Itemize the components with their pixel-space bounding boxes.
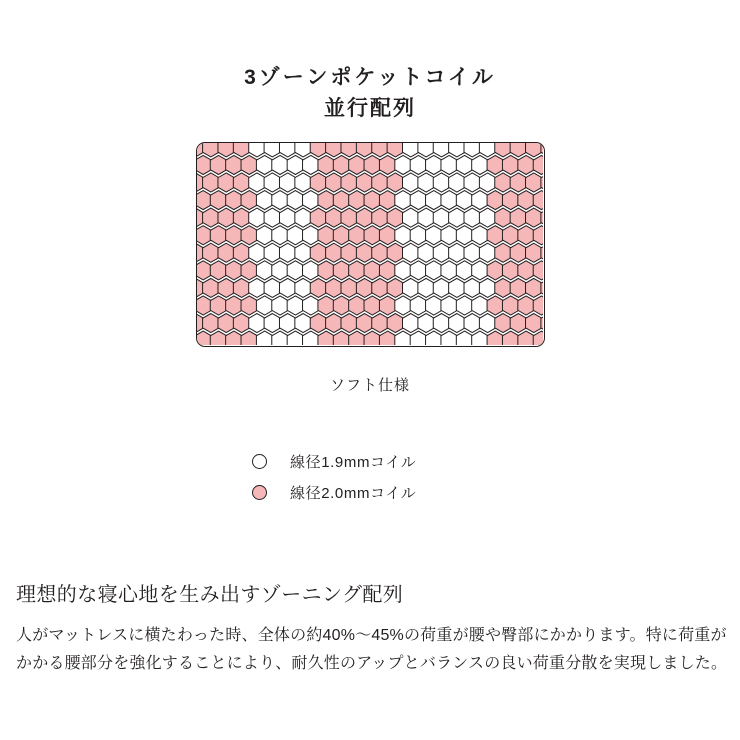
coil-cell — [233, 314, 250, 333]
coil-cell — [418, 173, 435, 192]
coil-cell — [387, 314, 404, 333]
circle-outline-icon — [252, 454, 267, 469]
coil-cell — [318, 226, 335, 245]
coil-cell — [310, 314, 327, 333]
coil-cell — [287, 296, 304, 315]
coil-cell — [410, 191, 427, 210]
coil-cell — [495, 278, 512, 297]
coil-cell — [218, 278, 235, 297]
coil-cell — [518, 155, 535, 174]
coil-cell — [533, 191, 543, 210]
coil-cell — [197, 296, 211, 315]
coil-cell — [487, 226, 504, 245]
coil-cell — [372, 314, 389, 333]
legend — [252, 446, 552, 508]
coil-cell — [349, 191, 366, 210]
coil-cell — [210, 155, 227, 174]
coil-cell — [533, 331, 543, 345]
coil-cell — [210, 296, 227, 315]
coil-cell — [402, 243, 419, 262]
coil-cell — [295, 314, 312, 333]
coil-cell — [410, 261, 427, 280]
coil-cell — [495, 314, 512, 333]
coil-cell — [256, 261, 273, 280]
coil-cell — [379, 191, 396, 210]
coil-cell — [233, 278, 250, 297]
coil-cell — [256, 191, 273, 210]
coil-cell — [387, 243, 404, 262]
coil-cell — [487, 296, 504, 315]
coil-cell — [233, 143, 250, 157]
coil-cell — [518, 226, 535, 245]
coil-cell — [449, 143, 466, 157]
coil-cell — [233, 173, 250, 192]
coil-cell — [441, 226, 458, 245]
coil-cell — [272, 331, 289, 345]
coil-cell — [356, 278, 373, 297]
coil-cell — [433, 314, 450, 333]
coil-cell — [295, 173, 312, 192]
coil-cell — [372, 278, 389, 297]
coil-cell — [197, 191, 211, 210]
coil-cell — [295, 278, 312, 297]
coil-cell — [233, 208, 250, 227]
coil-cell — [210, 331, 227, 345]
coil-cell — [349, 226, 366, 245]
coil-cell — [402, 278, 419, 297]
coil-cell — [341, 278, 358, 297]
coil-cell — [364, 226, 381, 245]
coil-cell — [472, 155, 489, 174]
coil-cell — [449, 208, 466, 227]
coil-cell — [364, 331, 381, 345]
coil-cell — [349, 155, 366, 174]
coil-cell — [456, 261, 473, 280]
coil-cell — [279, 314, 296, 333]
coil-cell — [372, 173, 389, 192]
coil-cell — [456, 226, 473, 245]
coil-cell — [295, 208, 312, 227]
coil-cell — [395, 191, 412, 210]
coil-cell — [303, 155, 320, 174]
coil-cell — [526, 173, 543, 192]
coil-cell — [241, 226, 258, 245]
legend-label-2: 線径2.0mmコイル — [290, 485, 417, 502]
coil-cell — [364, 191, 381, 210]
coil-cell — [295, 143, 312, 157]
coil-cell — [303, 296, 320, 315]
coil-cell — [356, 243, 373, 262]
coil-cell — [326, 243, 343, 262]
coil-cell — [303, 331, 320, 345]
coil-cell — [379, 226, 396, 245]
coil-layout-diagram — [196, 142, 545, 347]
coil-cell — [356, 314, 373, 333]
coil-cell — [449, 314, 466, 333]
coil-cell — [318, 331, 335, 345]
coil-cell — [410, 226, 427, 245]
coil-cell — [364, 296, 381, 315]
coil-cell — [510, 173, 527, 192]
coil-cell — [287, 191, 304, 210]
coil-cell — [326, 208, 343, 227]
coil-cell — [464, 143, 481, 157]
coil-cell — [518, 296, 535, 315]
coil-cell — [541, 208, 543, 227]
coil-cell — [395, 331, 412, 345]
coil-cell — [287, 331, 304, 345]
coil-cell — [249, 314, 266, 333]
coil-cell — [495, 208, 512, 227]
diagram-caption: ソフト仕様 — [329, 377, 410, 394]
coil-cell — [356, 208, 373, 227]
coil-cell — [387, 278, 404, 297]
coil-cell — [395, 261, 412, 280]
coil-cell — [379, 296, 396, 315]
coil-cell — [526, 143, 543, 157]
coil-cell — [426, 296, 443, 315]
coil-cell — [418, 278, 435, 297]
coil-cell — [441, 331, 458, 345]
coil-cell — [287, 155, 304, 174]
coil-cell — [518, 191, 535, 210]
coil-cell — [487, 191, 504, 210]
coil-cell — [241, 191, 258, 210]
diagram-title — [0, 62, 740, 124]
coil-cell — [349, 296, 366, 315]
coil-cell — [449, 243, 466, 262]
coil-cell — [502, 155, 519, 174]
coil-cell — [333, 296, 350, 315]
coil-cell — [326, 314, 343, 333]
coil-cell — [203, 173, 220, 192]
coil-cell — [387, 173, 404, 192]
coil-cell — [533, 296, 543, 315]
coil-cell — [449, 278, 466, 297]
coil-cell — [433, 173, 450, 192]
coil-cell — [441, 191, 458, 210]
coil-cell — [197, 261, 211, 280]
coil-cell — [402, 208, 419, 227]
coil-cell — [272, 191, 289, 210]
coil-cell — [249, 173, 266, 192]
coil-cell — [541, 314, 543, 333]
coil-cell — [341, 173, 358, 192]
coil-cell — [226, 296, 243, 315]
section-heading: 理想的な寝心地を生み出すゾーニング配列 — [16, 584, 404, 606]
coil-cell — [333, 155, 350, 174]
coil-cell — [372, 208, 389, 227]
coil-cell — [510, 278, 527, 297]
coil-cell — [226, 331, 243, 345]
coil-grid — [197, 143, 543, 345]
coil-cell — [210, 226, 227, 245]
coil-cell — [218, 173, 235, 192]
coil-cell — [364, 155, 381, 174]
coil-cell — [456, 296, 473, 315]
coil-cell — [264, 143, 281, 157]
coil-cell — [264, 208, 281, 227]
coil-cell — [203, 208, 220, 227]
coil-cell — [241, 155, 258, 174]
coil-cell — [518, 331, 535, 345]
coil-cell — [203, 143, 220, 157]
coil-cell — [502, 226, 519, 245]
coil-cell — [395, 155, 412, 174]
coil-cell — [464, 314, 481, 333]
coil-cell — [418, 208, 435, 227]
coil-cell — [387, 208, 404, 227]
coil-cell — [479, 173, 496, 192]
coil-cell — [518, 261, 535, 280]
coil-cell — [310, 208, 327, 227]
coil-cell — [464, 208, 481, 227]
coil-cell — [541, 278, 543, 297]
coil-cell — [318, 191, 335, 210]
coil-cell — [333, 226, 350, 245]
coil-cell — [479, 208, 496, 227]
coil-cell — [249, 143, 266, 157]
legend-item-1 — [252, 446, 552, 477]
coil-cell — [456, 155, 473, 174]
coil-cell — [326, 143, 343, 157]
coil-cell — [272, 155, 289, 174]
coil-cell — [303, 226, 320, 245]
coil-cell — [526, 243, 543, 262]
coil-cell — [356, 173, 373, 192]
coil-cell — [379, 155, 396, 174]
circle-filled-pink-icon — [252, 485, 267, 500]
coil-cell — [533, 226, 543, 245]
coil-cell — [310, 243, 327, 262]
coil-cell — [441, 155, 458, 174]
coil-cell — [256, 226, 273, 245]
coil-cell — [449, 173, 466, 192]
coil-cell — [541, 173, 543, 192]
coil-cell — [502, 296, 519, 315]
coil-cell — [487, 155, 504, 174]
coil-cell — [441, 261, 458, 280]
coil-cell — [226, 226, 243, 245]
coil-cell — [264, 314, 281, 333]
coil-cell — [402, 143, 419, 157]
coil-cell — [433, 143, 450, 157]
legend-label-1: 線径1.9mmコイル — [290, 454, 417, 471]
coil-cell — [456, 331, 473, 345]
coil-cell — [410, 296, 427, 315]
coil-cell — [241, 331, 258, 345]
coil-cell — [203, 243, 220, 262]
coil-cell — [456, 191, 473, 210]
coil-cell — [472, 331, 489, 345]
coil-cell — [526, 208, 543, 227]
coil-cell — [464, 278, 481, 297]
coil-cell — [249, 243, 266, 262]
coil-cell — [541, 143, 543, 157]
coil-cell — [333, 331, 350, 345]
coil-cell — [479, 314, 496, 333]
legend-item-2 — [252, 477, 552, 508]
coil-cell — [256, 331, 273, 345]
coil-cell — [226, 191, 243, 210]
coil-cell — [426, 331, 443, 345]
coil-cell — [418, 243, 435, 262]
coil-cell — [326, 278, 343, 297]
coil-cell — [333, 261, 350, 280]
coil-cell — [418, 143, 435, 157]
coil-cell — [333, 191, 350, 210]
coil-cell — [249, 278, 266, 297]
coil-cell — [479, 143, 496, 157]
coil-cell — [310, 143, 327, 157]
coil-cell — [310, 278, 327, 297]
coil-cell — [426, 155, 443, 174]
coil-cell — [426, 261, 443, 280]
coil-cell — [495, 143, 512, 157]
title-line-2: 並行配列 — [324, 97, 416, 120]
coil-cell — [279, 278, 296, 297]
coil-cell — [272, 261, 289, 280]
coil-cell — [395, 296, 412, 315]
coil-cell — [426, 191, 443, 210]
coil-cell — [426, 226, 443, 245]
coil-cell — [372, 143, 389, 157]
coil-cell — [279, 208, 296, 227]
coil-cell — [279, 173, 296, 192]
coil-cell — [502, 261, 519, 280]
coil-cell — [295, 243, 312, 262]
coil-cell — [479, 243, 496, 262]
coil-cell — [472, 191, 489, 210]
coil-cell — [464, 173, 481, 192]
coil-cell — [472, 261, 489, 280]
coil-cell — [472, 296, 489, 315]
coil-cell — [495, 173, 512, 192]
coil-cell — [402, 173, 419, 192]
coil-cell — [341, 243, 358, 262]
coil-cell — [379, 331, 396, 345]
coil-cell — [541, 243, 543, 262]
coil-cell — [256, 155, 273, 174]
coil-cell — [510, 243, 527, 262]
coil-cell — [502, 191, 519, 210]
coil-cell — [533, 155, 543, 174]
coil-cell — [197, 226, 211, 245]
coil-cell — [279, 243, 296, 262]
coil-cell — [264, 278, 281, 297]
coil-cell — [210, 191, 227, 210]
coil-cell — [341, 143, 358, 157]
coil-cell — [226, 261, 243, 280]
coil-cell — [387, 143, 404, 157]
coil-cell — [272, 296, 289, 315]
coil-cell — [287, 226, 304, 245]
coil-cell — [364, 261, 381, 280]
coil-cell — [510, 208, 527, 227]
coil-cell — [410, 331, 427, 345]
coil-cell — [402, 314, 419, 333]
coil-cell — [502, 331, 519, 345]
coil-cell — [441, 296, 458, 315]
coil-cell — [203, 314, 220, 333]
coil-cell — [264, 173, 281, 192]
coil-cell — [418, 314, 435, 333]
coil-cell — [318, 296, 335, 315]
coil-cell — [356, 143, 373, 157]
coil-cell — [256, 296, 273, 315]
coil-cell — [395, 226, 412, 245]
coil-cell — [218, 243, 235, 262]
coil-cell — [264, 243, 281, 262]
coil-cell — [303, 261, 320, 280]
coil-cell — [272, 226, 289, 245]
coil-cell — [341, 314, 358, 333]
coil-cell — [472, 226, 489, 245]
mattress-outline — [196, 142, 545, 347]
coil-cell — [433, 208, 450, 227]
coil-cell — [372, 243, 389, 262]
coil-cell — [218, 143, 235, 157]
coil-cell — [349, 261, 366, 280]
coil-cell — [326, 173, 343, 192]
coil-cell — [410, 155, 427, 174]
coil-cell — [487, 331, 504, 345]
coil-cell — [310, 173, 327, 192]
coil-cell — [197, 155, 211, 174]
coil-cell — [249, 208, 266, 227]
coil-cell — [197, 331, 211, 345]
coil-cell — [341, 208, 358, 227]
coil-cell — [479, 278, 496, 297]
coil-cell — [533, 261, 543, 280]
coil-cell — [318, 261, 335, 280]
coil-cell — [526, 278, 543, 297]
coil-cell — [210, 261, 227, 280]
coil-cell — [218, 314, 235, 333]
coil-cell — [318, 155, 335, 174]
coil-cell — [510, 143, 527, 157]
coil-cell — [464, 243, 481, 262]
coil-cell — [233, 243, 250, 262]
coil-cell — [226, 155, 243, 174]
coil-cell — [495, 243, 512, 262]
coil-cell — [203, 278, 220, 297]
coil-cell — [218, 208, 235, 227]
coil-cell — [487, 261, 504, 280]
coil-cell — [287, 261, 304, 280]
section-body: 人がマットレスに横たわった時、全体の約40%〜45%の荷重が腰や臀部にかかります。特に荷重がかかる腰部分を強化することにより、耐久性のアップとバランスの良い荷重分散を実現しました。 — [16, 627, 728, 672]
coil-cell — [279, 143, 296, 157]
coil-cell — [526, 314, 543, 333]
coil-cell — [241, 261, 258, 280]
coil-cell — [510, 314, 527, 333]
coil-cell — [379, 261, 396, 280]
coil-cell — [433, 243, 450, 262]
coil-cell — [349, 331, 366, 345]
coil-cell — [303, 191, 320, 210]
coil-cell — [433, 278, 450, 297]
coil-cell — [241, 296, 258, 315]
title-line-1: 3ゾーンポケットコイル — [244, 66, 496, 89]
